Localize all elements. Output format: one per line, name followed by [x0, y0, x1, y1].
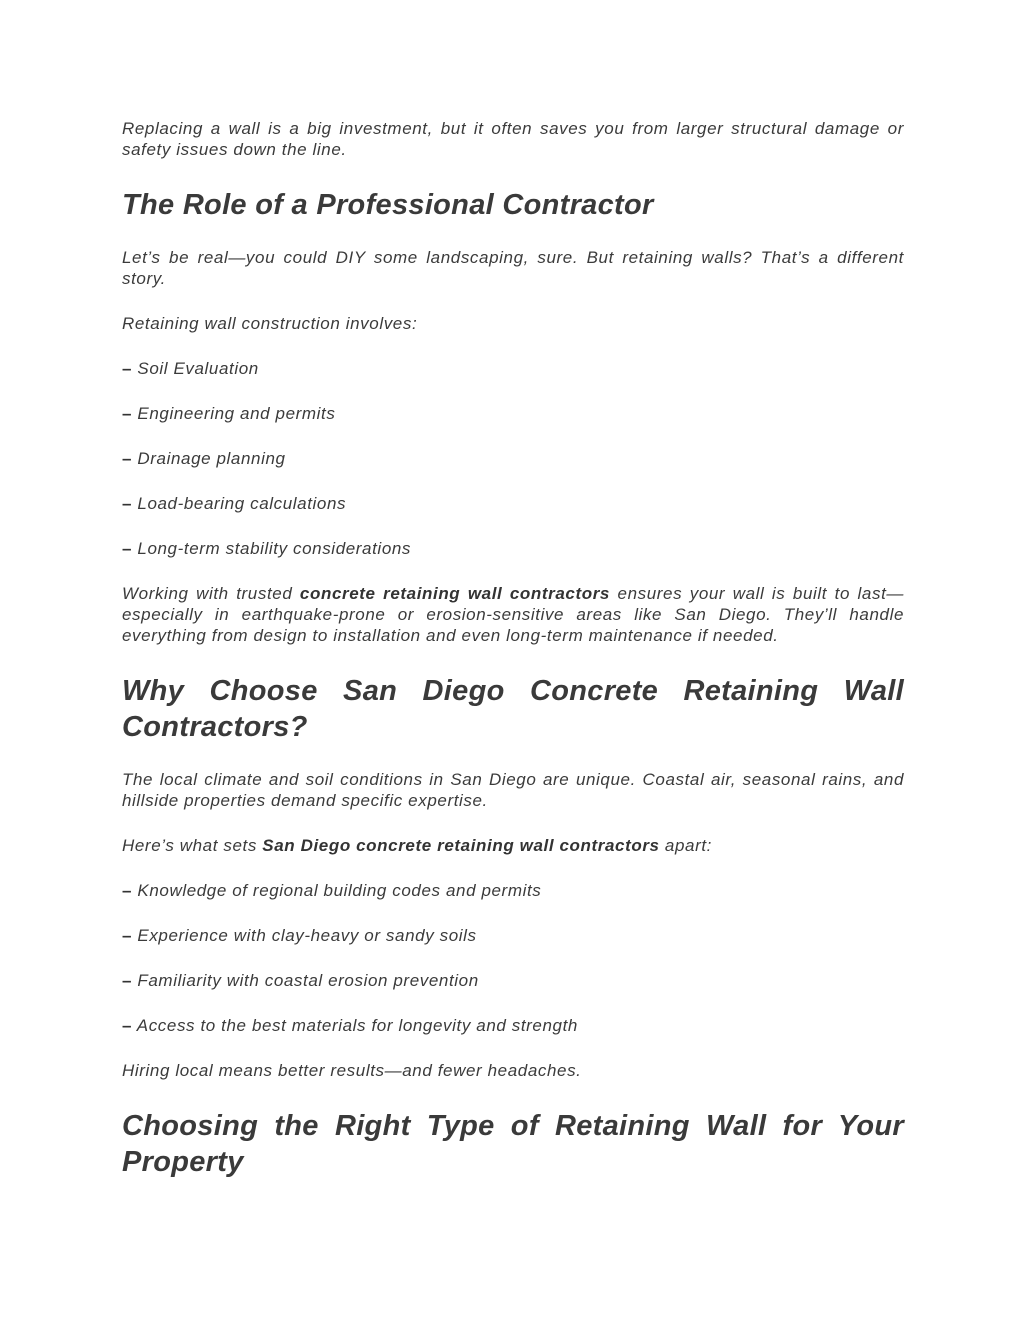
dash-bullet: – [122, 1016, 133, 1035]
dash-bullet: – [122, 539, 133, 558]
section1-paragraph-2: Retaining wall construction involves: [122, 314, 418, 333]
list-item: – Drainage planning [122, 449, 286, 468]
section-heading-choosing-type: Choosing the Right Type of Retaining Wall for Your Property [122, 1110, 904, 1178]
section1-paragraph-3: Working with trusted concrete retaining wall contractors ensures your wall is built to last—especially in earthquake-prone or erosion-sensitive areas like San Diego. They’ll handle everything from design to installation and even long-term maintenance if needed. [122, 584, 904, 645]
section-heading-professional-contractor: The Role of a Professional Contractor [122, 189, 654, 221]
list-item: – Access to the best materials for longevity and strength [122, 1016, 578, 1035]
list-item: – Soil Evaluation [122, 359, 259, 378]
dash-bullet: – [122, 971, 133, 990]
dash-bullet: – [122, 881, 133, 900]
dash-bullet: – [122, 404, 133, 423]
bold-keyword: San Diego concrete retaining wall contractors [262, 836, 660, 855]
dash-bullet: – [122, 359, 133, 378]
section1-paragraph-1: Let’s be real—you could DIY some landscaping, sure. But retaining walls? That’s a different story. [122, 248, 904, 288]
section2-paragraph-3: Hiring local means better results—and fewer headaches. [122, 1061, 582, 1080]
section2-paragraph-2: Here’s what sets San Diego concrete retaining wall contractors apart: [122, 836, 713, 855]
list-item: – Engineering and permits [122, 404, 336, 423]
document-page [122, 118, 904, 1180]
dash-bullet: – [122, 449, 133, 468]
list-item: – Knowledge of regional building codes and permits [122, 881, 542, 900]
dash-bullet: – [122, 494, 133, 513]
bold-keyword: concrete retaining wall contractors [299, 584, 610, 603]
intro-paragraph: Replacing a wall is a big investment, but it often saves you from larger structural damage or safety issues down the line. [122, 119, 904, 159]
list-item: – Experience with clay-heavy or sandy soils [122, 926, 477, 945]
list-item: – Long-term stability considerations [122, 539, 412, 558]
list-item: – Familiarity with coastal erosion prevention [122, 971, 479, 990]
section-heading-why-choose: Why Choose San Diego Concrete Retaining Wall Contractors? [122, 675, 904, 743]
section2-paragraph-1: The local climate and soil conditions in San Diego are unique. Coastal air, seasonal rains, and hillside properties demand specific expertise. [122, 770, 904, 810]
dash-bullet: – [122, 926, 133, 945]
list-item: – Load-bearing calculations [122, 494, 347, 513]
